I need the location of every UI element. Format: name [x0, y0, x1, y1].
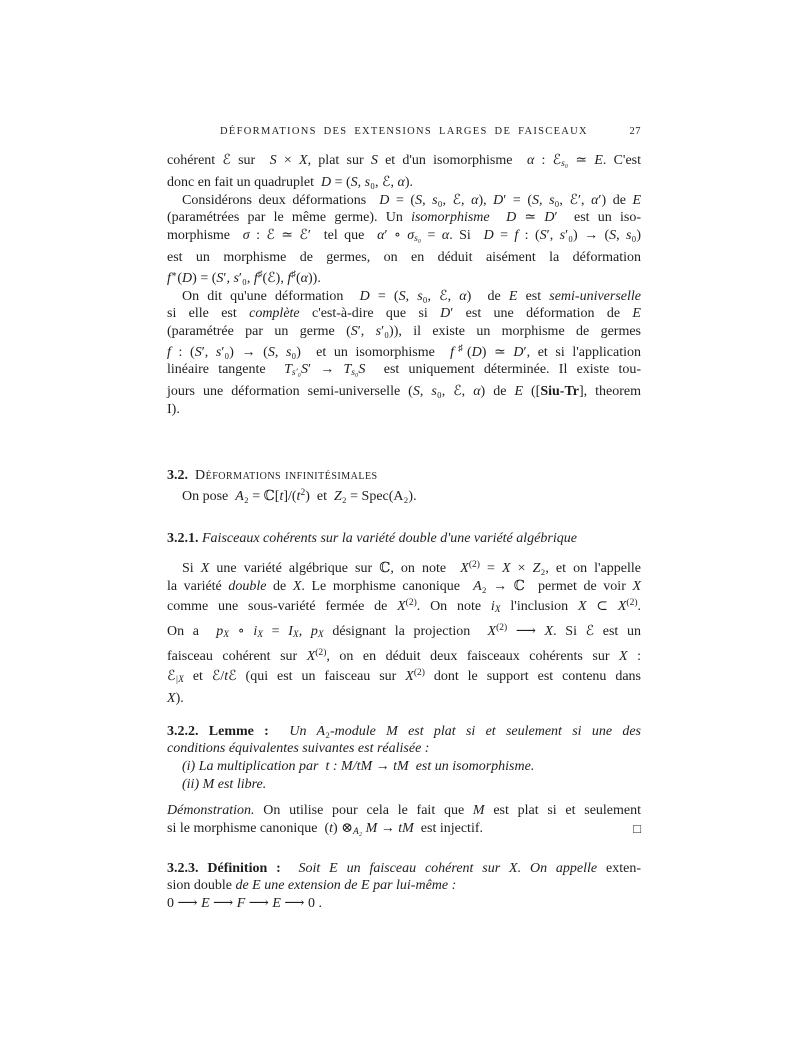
- text-segment: M: [402, 820, 414, 836]
- text-segment: Démonstration.: [167, 802, 255, 818]
- text-segment: M: [365, 820, 378, 836]
- text-segment: 3.2.1.: [167, 531, 199, 547]
- text-segment: Un A: [289, 723, 326, 739]
- text-segment: S: [269, 153, 277, 168]
- text-segment: s: [233, 270, 239, 286]
- text-segment: X: [299, 153, 308, 168]
- text-segment: s: [285, 344, 292, 360]
- paragraph-variete-double: [167, 557, 641, 708]
- text-segment: i: [490, 599, 495, 615]
- text-segment: S: [358, 362, 366, 378]
- text-line: 3.2.3. Définition : Soit E un faisceau cohérent sur X. On appelle exten-: [167, 860, 641, 876]
- text-line: 3.2.2. Lemme : Un A₂-module M est plat si et seulement si une des: [167, 723, 641, 739]
- text-segment: A₂: [352, 826, 363, 837]
- text-segment: f: [287, 270, 292, 286]
- text-segment: conditions équivalentes suivantes est réalisée :: [167, 741, 430, 757]
- text-segment: X: [317, 629, 324, 640]
- text-segment: S: [370, 153, 378, 168]
- text-segment: t: [279, 488, 284, 504]
- text-block: [167, 152, 641, 913]
- text-segment: s′₀: [291, 368, 301, 379]
- text-segment: isomorphisme: [411, 210, 490, 226]
- text-segment: E: [272, 896, 281, 912]
- text-segment: X: [619, 648, 628, 664]
- text-segment: S: [300, 362, 308, 378]
- text-segment: X: [487, 623, 497, 639]
- text-segment: X: [397, 599, 406, 615]
- text-segment: -module M est plat si et seulement si une des: [329, 723, 641, 739]
- text-line: [167, 530, 641, 548]
- text-segment: s: [626, 228, 632, 244]
- text-segment: 3.2.: [167, 467, 188, 483]
- text-segment: S: [412, 384, 420, 400]
- text-segment: F: [236, 896, 246, 912]
- text-segment: (2): [626, 598, 638, 609]
- text-segment: Soit E un faisceau cohérent sur X. On appelle: [298, 860, 598, 876]
- text-segment: α: [591, 192, 599, 208]
- text-line: ℰ$_{|X}$ et ℰ/tℰ (qui est un faisceau sur $X^{(2)}$ dont le support est contenu dans: [167, 668, 641, 686]
- page-number: 27: [629, 126, 641, 137]
- text-line: 0 ⟶ E ⟶ F ⟶ E ⟶ 0 .: [167, 896, 322, 912]
- text-segment: (2): [413, 668, 425, 679]
- text-line: [167, 467, 641, 485]
- text-segment: Siu-Tr: [540, 384, 579, 400]
- text-segment: |X: [175, 675, 184, 686]
- text-segment: T: [284, 362, 292, 378]
- text-segment: complète: [249, 306, 300, 322]
- text-segment: D: [320, 174, 332, 190]
- text-line: Si X une variété algébrique sur ℂ, on note $X^{(2)} = X \times Z_2$, et on l'appelle: [182, 560, 641, 576]
- text-line: (paramétrées par le même germe). Un isomorphisme D ≃ D′ est un iso-: [167, 210, 642, 226]
- text-line: si elle est complète c'est-à-dire que si D′ est une déformation de E: [167, 306, 641, 322]
- text-segment: 3.2.3. Définition :: [167, 860, 281, 876]
- text-segment: s: [215, 344, 222, 360]
- text-line: On dit qu'une déformation D = (S, s₀, ℰ, α) de E est semi-universelle: [182, 288, 641, 304]
- text-segment: Déformations infinitésimales: [195, 467, 378, 483]
- text-segment: X: [167, 690, 176, 706]
- text-segment: S: [350, 324, 358, 340]
- text-segment: D: [471, 344, 482, 360]
- text-segment: α: [441, 228, 450, 244]
- text-segment: X: [577, 599, 587, 615]
- text-line: On pose $A_2 = ℂ[t]/(t^2)$ et Z₂ = Spec(A₂).: [182, 487, 417, 504]
- paragraph-coherent-intro: [167, 152, 641, 192]
- text-segment: X: [257, 629, 264, 640]
- text-line: si le morphisme canonique (t) $\otimes_{A_2}$ M → tM est injectif. □: [167, 820, 641, 837]
- text-segment: α: [473, 384, 481, 400]
- text-segment: E: [594, 153, 603, 168]
- lemma-3-2-2: [167, 723, 641, 794]
- text-line: On a $p_X$ ∘ $i_X = I_X$, $p_X$ désignant la projection $X^{(2)}$ ⟶ X. Si ℰ est un: [167, 623, 641, 640]
- text-line: Considérons deux déformations D = (S, s₀, ℰ, α), D′ = (S, s₀, ℰ′, α′) de E: [182, 192, 642, 208]
- text-line: la variété double de X. Le morphisme canonique A₂ → ℂ permet de voir X: [167, 578, 642, 594]
- text-segment: X: [494, 605, 501, 616]
- text-segment: A: [473, 578, 482, 594]
- paragraph-two-deformations: [167, 192, 641, 288]
- text-segment: t: [398, 820, 403, 836]
- text-segment: f: [450, 344, 454, 360]
- text-line: jours une déformation semi-universelle (S, s₀, ℰ, α) de E ([Siu-Tr], theorem: [167, 384, 642, 400]
- text-segment: s₀: [561, 159, 569, 170]
- text-segment: Faisceaux cohérents sur la variété double d'une variété algébrique: [202, 531, 577, 547]
- text-segment: D: [513, 344, 524, 360]
- text-line: Démonstration. On utilise pour cela le fait que M est plat si et seulement: [167, 802, 642, 818]
- text-segment: S: [216, 270, 224, 286]
- text-segment: f: [514, 228, 519, 244]
- text-segment: Z: [333, 488, 342, 504]
- paragraph-demonstration: [167, 802, 641, 842]
- text-segment: X: [292, 629, 299, 640]
- text-segment: X: [405, 669, 414, 684]
- text-segment: α: [300, 270, 309, 286]
- text-segment: α: [459, 288, 467, 304]
- text-segment: s: [432, 192, 438, 208]
- text-segment: p: [216, 623, 224, 639]
- text-line: f∗(D) = (S′, s′₀, f♯(ℰ), f♯(α)).: [167, 269, 321, 286]
- text-segment: σ: [407, 228, 415, 244]
- text-segment: t: [329, 820, 334, 836]
- text-segment: X: [502, 560, 511, 576]
- text-segment: X: [632, 578, 642, 594]
- text-segment: D: [440, 306, 451, 322]
- text-segment: D: [506, 210, 517, 226]
- text-line: morphisme σ : ℰ ≃ ℰ′ tel que α′ ∘ $\sigma_{s_0} = \alpha$. Si D = f : (S′, s′₀) → (S, s₀): [167, 228, 642, 245]
- text-segment: S: [539, 228, 547, 244]
- text-segment: S: [398, 288, 406, 304]
- text-segment: semi-universelle: [549, 288, 641, 304]
- text-segment: E: [201, 896, 210, 912]
- text-segment: E: [514, 384, 523, 400]
- text-segment: (i) La multiplication par t : M/tM → tM est un isomorphisme.: [182, 759, 535, 775]
- text-segment: S: [532, 192, 540, 208]
- text-segment: (2): [496, 623, 508, 634]
- text-segment: f: [253, 270, 258, 286]
- text-segment: (2): [405, 598, 417, 609]
- text-segment: ♯: [291, 269, 296, 280]
- text-line: [167, 776, 641, 794]
- text-segment: t: [296, 488, 301, 504]
- text-segment: p: [310, 623, 318, 639]
- text-segment: □: [633, 820, 641, 836]
- text-segment: s: [417, 288, 423, 304]
- text-segment: i: [253, 623, 258, 639]
- text-segment: X: [200, 560, 210, 576]
- text-segment: α: [377, 228, 385, 244]
- text-segment: 2: [300, 487, 306, 498]
- text-segment: D: [182, 270, 193, 286]
- section-3-2-1-heading: [167, 530, 641, 548]
- text-segment: α: [526, 153, 535, 168]
- text-segment: s: [549, 192, 555, 208]
- text-segment: α: [397, 174, 405, 190]
- text-segment: ♯: [257, 269, 263, 280]
- text-segment: S: [194, 344, 202, 360]
- text-segment: E: [632, 306, 641, 322]
- text-segment: M: [472, 802, 485, 818]
- running-header: [167, 125, 641, 139]
- text-segment: f: [167, 344, 171, 360]
- text-segment: X: [617, 599, 627, 615]
- text-segment: ∗: [170, 269, 178, 280]
- text-line: f : (S′, s′₀) → (S, s₀) et un isomorphisme f♯(D) ≃ D′, et si l'application: [167, 343, 641, 360]
- text-line: (paramétrée par un germe (S′, s′₀)), il existe un morphisme de germes: [167, 324, 641, 340]
- text-segment: s: [364, 174, 371, 190]
- text-line: linéaire tangente $T_{s'_0}S' \to T_{s_0}S$ est uniquement déterminée. Il existe tou-: [167, 362, 642, 379]
- text-segment: E: [508, 288, 518, 304]
- text-line: donc en fait un quadruplet D = (S, s₀, ℰ, α).: [167, 174, 413, 190]
- text-segment: D: [359, 288, 370, 304]
- text-segment: de E une extension de E par lui-même :: [235, 878, 457, 894]
- text-segment: X: [292, 578, 302, 594]
- text-segment: D: [379, 192, 390, 208]
- text-segment: D: [544, 210, 555, 226]
- text-segment: D: [493, 192, 504, 208]
- text-segment: f: [167, 270, 171, 286]
- text-segment: s: [559, 228, 566, 244]
- text-segment: double: [228, 578, 267, 594]
- text-segment: t: [224, 669, 229, 684]
- paragraph-semi-universal: [167, 288, 641, 419]
- text-segment: S: [350, 174, 358, 190]
- text-line: sion double de E une extension de E par lui-même :: [167, 878, 457, 894]
- running-header-title: DÉFORMATIONS DES EXTENSIONS LARGES DE FAISCEAUX: [220, 126, 588, 137]
- text-segment: X: [460, 560, 469, 576]
- text-segment: 3.2.2. Lemme :: [167, 723, 269, 739]
- text-segment: s₀: [414, 234, 422, 245]
- text-segment: (2): [468, 560, 480, 571]
- text-line: X).: [167, 690, 184, 706]
- text-segment: ♯: [453, 343, 467, 354]
- text-segment: I: [288, 623, 293, 639]
- text-segment: X: [223, 629, 230, 640]
- text-line: [167, 740, 641, 758]
- text-segment: s: [375, 324, 382, 340]
- text-segment: α: [471, 192, 479, 208]
- text-segment: X: [544, 623, 554, 639]
- text-segment: S: [267, 344, 275, 360]
- text-line: est un morphisme de germes, on en déduit aisément la déformation: [167, 250, 641, 266]
- text-line: comme une sous-variété fermée de $X^{(2)}$. On note $i_X$ l'inclusion X ⊂ $X^{(2)}$.: [167, 598, 642, 616]
- text-segment: A: [235, 488, 244, 504]
- text-segment: Z: [532, 560, 541, 576]
- text-segment: D: [483, 228, 494, 244]
- text-segment: s: [431, 384, 437, 400]
- section-3-2-heading: [167, 467, 641, 485]
- text-segment: (2): [315, 647, 327, 658]
- text-segment: X: [306, 648, 316, 664]
- text-segment: σ: [242, 228, 250, 244]
- text-line: faisceau cohérent sur $X^{(2)}$, on en déduit deux faisceaux cohérents sur X :: [167, 647, 641, 664]
- text-segment: S: [609, 228, 617, 244]
- text-segment: S: [415, 192, 423, 208]
- text-line: cohérent ℰ sur S × X, plat sur S et d'un isomorphisme α : ℰ$_{s_0}$ ≃ E. C'est: [167, 153, 642, 170]
- text-segment: s₀: [351, 368, 359, 379]
- text-segment: T: [343, 362, 352, 378]
- page-sheet: [167, 125, 641, 913]
- text-segment: (ii) M est libre.: [182, 777, 267, 793]
- section-3-2-on-pose: [167, 485, 641, 506]
- text-line: I).: [167, 402, 180, 418]
- definition-3-2-3: [167, 860, 641, 913]
- text-segment: E: [632, 192, 642, 208]
- text-line: [167, 758, 641, 776]
